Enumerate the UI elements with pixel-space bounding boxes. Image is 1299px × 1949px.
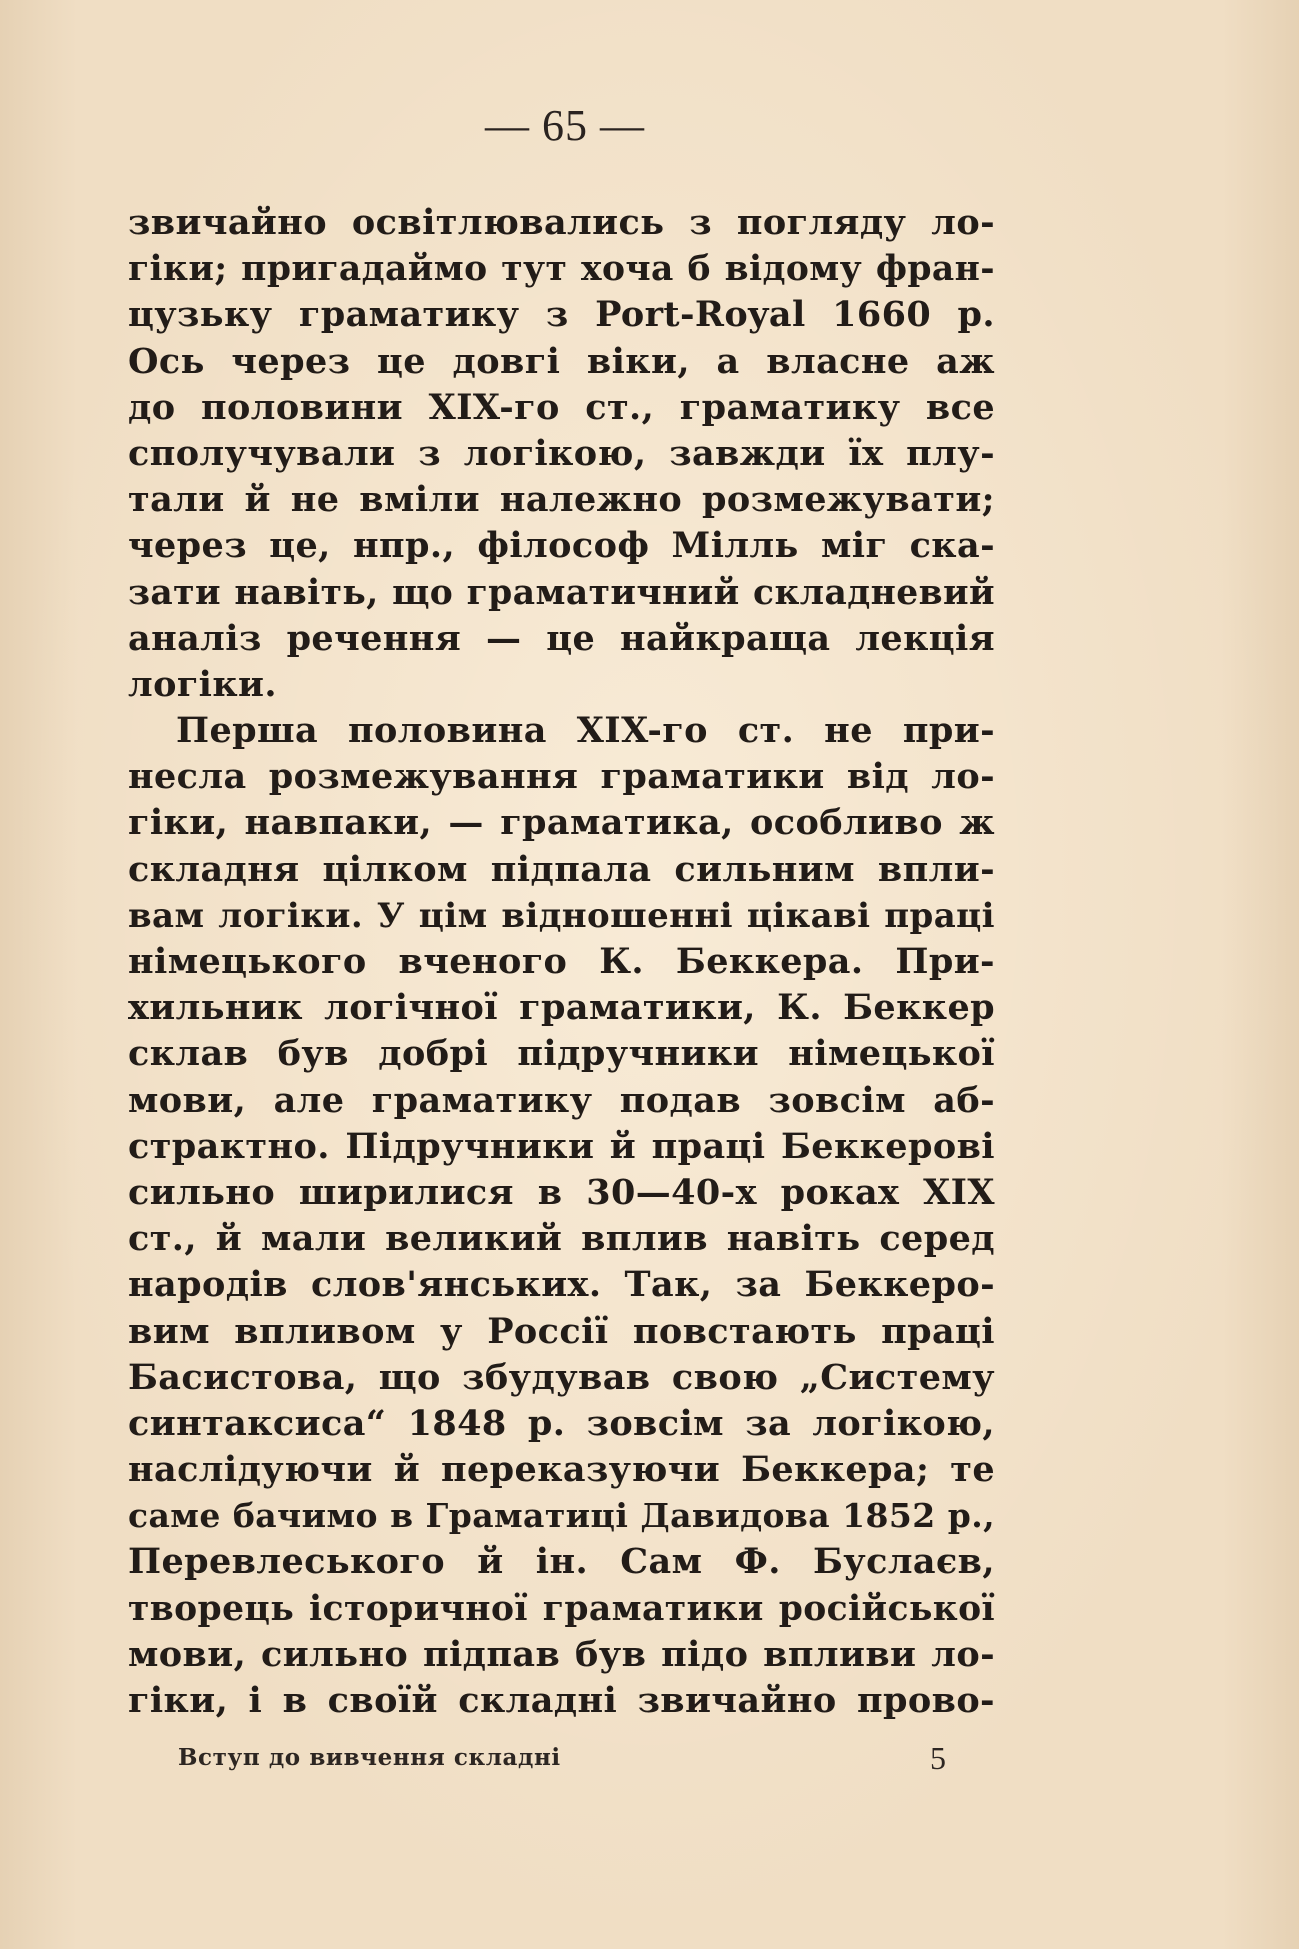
page-number: — 65 —	[485, 101, 645, 150]
text-line: логіки.	[128, 663, 277, 705]
text-line: наслідуючи й переказуючи Беккера; те	[128, 1449, 995, 1491]
text-line: німецького вченого К. Беккера. При-	[128, 941, 995, 982]
text-line: Перевлеського й ін. Сам Ф. Буслаєв,	[128, 1541, 995, 1583]
text-line: до половини XIX-го ст., граматику все	[128, 386, 995, 428]
text-line: зати навіть, що граматичний складневий	[128, 572, 995, 613]
text-line: склав був добрі підручники німецької	[128, 1033, 995, 1075]
text-line: складня цілком підпала сильним впли-	[128, 848, 995, 890]
text-line: аналіз речення — це найкраща лекція	[128, 617, 995, 659]
text-line: гіки; пригадаймо тут хоча б відому фран-	[128, 249, 995, 290]
page-footer	[178, 1740, 968, 1780]
body-text	[128, 200, 995, 1724]
text-line: гіки, і в своїй складні звичайно прово-	[128, 1680, 995, 1721]
text-line: ст., й мали великий вплив навіть серед	[128, 1218, 995, 1260]
text-line: звичайно освітлювались з погляду ло-	[128, 202, 995, 243]
text-line: Перша половина XIX-го ст. не при-	[176, 710, 995, 752]
text-line: несла розмежування граматики від ло-	[128, 756, 995, 798]
text-line: народів слов'янських. Так, за Беккеро-	[128, 1264, 995, 1306]
text-line: страктно. Підручники й праці Беккерові	[128, 1125, 995, 1167]
text-line: через це, нпр., філософ Мілль міг ска-	[128, 525, 995, 567]
text-line: саме бачимо в Граматиці Давидова 1852 р.,	[128, 1496, 995, 1536]
text-line: гіки, навпаки, — граматика, особливо ж	[128, 802, 995, 844]
text-line: мови, сильно підпав був підо впливи ло-	[128, 1633, 995, 1675]
text-line: вам логіки. У цім відношенні цікаві праці	[128, 895, 995, 936]
footer-signature-mark: 5	[930, 1740, 946, 1776]
paragraph-1	[128, 200, 995, 708]
paragraph-2	[128, 708, 995, 1724]
text-line: тали й не вміли належно розмежувати;	[128, 479, 995, 521]
text-line: синтаксиса“ 1848 р. зовсім за логікою,	[128, 1402, 995, 1444]
text-line: сполучували з логікою, завжди їх плу-	[128, 432, 995, 474]
text-line: Басистова, що збудував свою „Систему	[128, 1356, 995, 1398]
footer-book-title: Вступ до вивчення складні	[178, 1744, 561, 1771]
text-line: мови, але граматику подав зовсім аб-	[128, 1079, 995, 1121]
text-line: творець історичної граматики російської	[128, 1588, 995, 1629]
text-line: хильник логічної граматики, К. Беккер	[128, 987, 995, 1029]
text-line: сильно ширилися в 30—40-х роках XIX	[128, 1171, 995, 1213]
text-line: Ось через це довгі віки, а власне аж	[128, 340, 995, 382]
text-line: вим впливом у Россії повстають праці	[128, 1310, 995, 1352]
text-line: цузьку граматику з Port-Royal 1660 р.	[128, 294, 995, 336]
